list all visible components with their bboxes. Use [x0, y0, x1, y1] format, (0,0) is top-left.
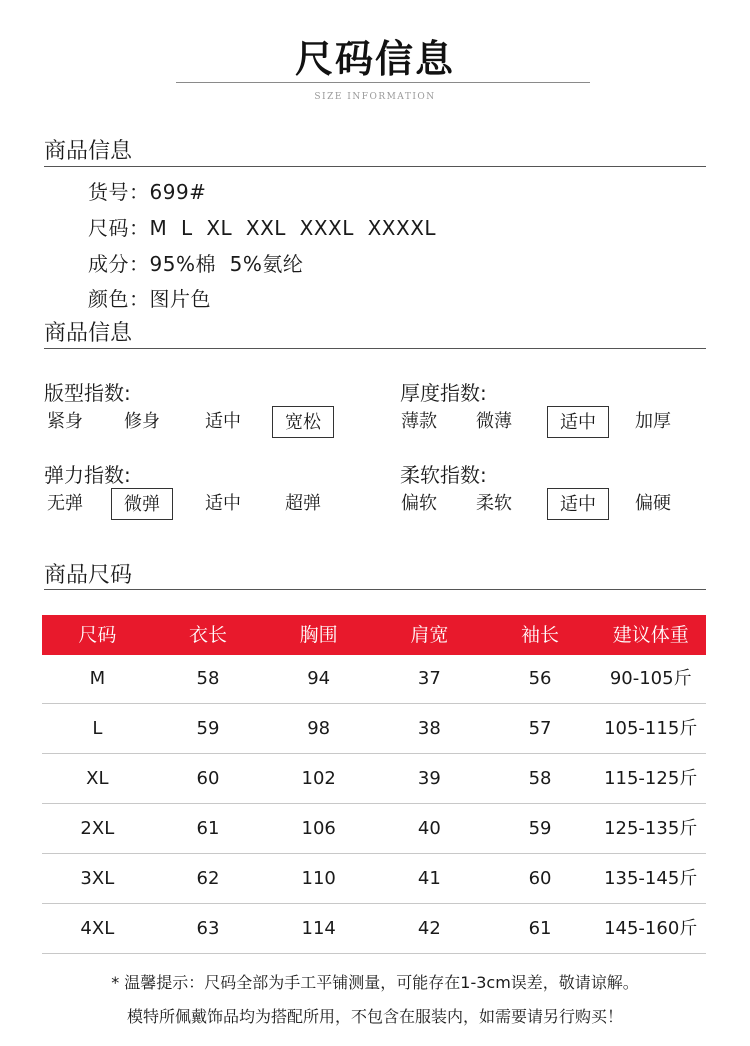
fit-option-tight: 紧身	[47, 411, 83, 432]
page-subtitle: SIZE INFORMATION	[314, 92, 436, 102]
table-cell: 94	[307, 668, 331, 689]
table-cell: 105-115斤	[604, 718, 698, 739]
table-cell: 145-160斤	[604, 918, 698, 939]
softness-option-soft: 偏软	[401, 493, 437, 514]
softness-option-medium-selected: 适中	[547, 488, 609, 520]
info-label: 成分：	[88, 252, 150, 276]
table-cell: 60	[196, 768, 220, 789]
table-cell: 90-105斤	[609, 668, 692, 689]
table-cell: 37	[417, 668, 441, 689]
info-item-size	[88, 212, 436, 241]
fit-option-slim: 修身	[124, 411, 160, 432]
column-header: 建议体重	[612, 624, 689, 646]
elasticity-option-slight-selected: 微弹	[111, 488, 173, 520]
thickness-option-thin: 薄款	[401, 411, 437, 432]
thickness-option-medium-selected: 适中	[547, 406, 609, 438]
fit-option-regular: 适中	[205, 411, 241, 432]
table-cell: 58	[528, 768, 552, 789]
table-row	[42, 754, 706, 804]
table-row	[42, 854, 706, 904]
softness-option-firm: 偏硬	[635, 493, 671, 514]
section-title-product-info: 商品信息	[44, 139, 133, 164]
info-label: 尺码：	[88, 216, 150, 240]
table-cell: 4XL	[80, 918, 115, 939]
table-cell: 135-145斤	[604, 868, 698, 889]
softness-option-very-soft: 柔软	[476, 493, 512, 514]
thickness-option-thick: 加厚	[635, 411, 671, 432]
table-cell: 41	[417, 868, 441, 889]
column-header: 衣长	[189, 624, 228, 646]
table-cell: 115-125斤	[604, 768, 698, 789]
table-row	[42, 655, 706, 704]
measurement-note: * 温馨提示：尺码全部为手工平铺测量，可能存在1-3cm误差，敬请谅解。	[111, 973, 639, 992]
table-cell: 42	[417, 918, 441, 939]
elasticity-index-title: 弹力指数:	[44, 463, 131, 487]
table-row	[42, 704, 706, 754]
fit-option-loose-selected: 宽松	[272, 406, 334, 438]
softness-index-title: 柔软指数:	[400, 463, 487, 487]
table-cell: 98	[307, 718, 331, 739]
table-cell: 38	[417, 718, 441, 739]
info-value: 699#	[149, 180, 207, 204]
column-header: 尺码	[78, 624, 117, 646]
info-value: 图片色	[149, 287, 211, 311]
info-item-sku	[88, 176, 206, 205]
page-title: 尺码信息	[294, 37, 455, 81]
table-cell: 102	[301, 768, 336, 789]
table-cell: 60	[528, 868, 552, 889]
table-cell: 59	[528, 818, 552, 839]
info-value: 95%棉 5%氨纶	[149, 252, 304, 276]
section-title-product-indices: 商品信息	[44, 321, 133, 346]
table-cell: 62	[196, 868, 220, 889]
table-row	[42, 804, 706, 854]
table-cell: 114	[301, 918, 336, 939]
info-label: 货号：	[88, 180, 150, 204]
table-cell: 61	[196, 818, 220, 839]
elasticity-option-medium: 适中	[205, 493, 241, 514]
elasticity-option-none: 无弹	[47, 493, 83, 514]
table-cell: 39	[417, 768, 441, 789]
table-cell: 61	[528, 918, 552, 939]
table-row	[42, 904, 706, 954]
info-label: 颜色：	[88, 287, 150, 311]
table-cell: 56	[528, 668, 552, 689]
table-cell: 3XL	[80, 868, 115, 889]
size-table	[42, 615, 706, 954]
table-cell: 63	[196, 918, 220, 939]
section-divider	[44, 166, 706, 167]
accessory-note: 模特所佩戴饰品均为搭配所用，不包含在服装内，如需要请另行购买！	[126, 1007, 623, 1026]
section-divider	[44, 589, 706, 590]
section-divider	[44, 348, 706, 349]
table-cell: 58	[196, 668, 220, 689]
table-cell: 57	[528, 718, 552, 739]
table-cell: M	[89, 668, 106, 689]
table-cell: 40	[417, 818, 441, 839]
column-header: 袖长	[521, 624, 560, 646]
table-cell: 125-135斤	[604, 818, 698, 839]
thickness-option-slightly-thin: 微薄	[476, 411, 512, 432]
column-header: 胸围	[299, 624, 338, 646]
info-value: M L XL XXL XXXL XXXXL	[149, 216, 437, 240]
table-cell: 110	[301, 868, 336, 889]
title-divider	[176, 82, 590, 83]
info-item-color	[88, 283, 211, 312]
table-cell: L	[92, 718, 103, 739]
table-cell: 2XL	[80, 818, 115, 839]
section-title-size-chart: 商品尺码	[44, 563, 133, 588]
table-cell: 59	[196, 718, 220, 739]
info-item-material	[88, 248, 303, 277]
fit-index-title: 版型指数:	[44, 381, 131, 405]
table-cell: 106	[301, 818, 336, 839]
elasticity-option-high: 超弹	[285, 493, 321, 514]
thickness-index-title: 厚度指数:	[400, 381, 487, 405]
size-table-header	[42, 615, 706, 655]
table-cell: XL	[86, 768, 109, 789]
column-header: 肩宽	[410, 624, 449, 646]
